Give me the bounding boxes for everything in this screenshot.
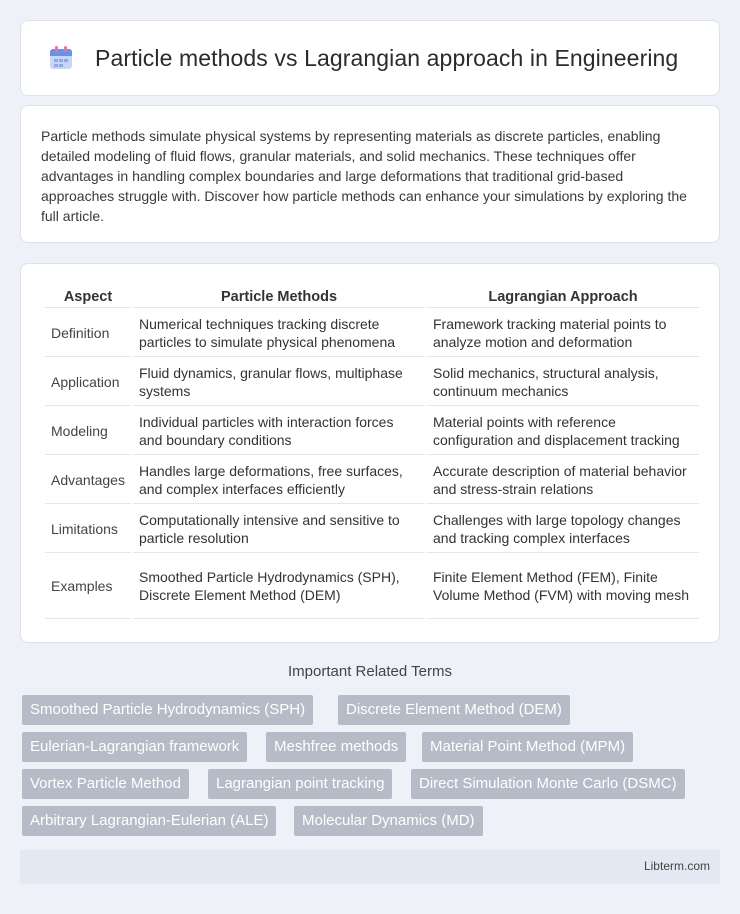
table-row xyxy=(45,308,699,357)
related-terms-title: Important Related Terms xyxy=(288,663,452,680)
aspect-cell: Examples xyxy=(45,553,131,619)
related-term-tag[interactable]: Molecular Dynamics (MD) xyxy=(294,806,483,836)
table-header-row xyxy=(45,284,699,308)
comparison-table xyxy=(43,284,701,619)
lagrangian-approach-cell: Accurate description of material behavior and stress-strain relations xyxy=(427,455,699,504)
related-term-tag[interactable]: Smoothed Particle Hydrodynamics (SPH) xyxy=(22,695,313,725)
header-card xyxy=(20,20,720,96)
intro-card xyxy=(20,105,720,243)
related-term-tag[interactable]: Arbitrary Lagrangian-Eulerian (ALE) xyxy=(22,806,276,836)
related-term-tag[interactable]: Discrete Element Method (DEM) xyxy=(338,695,570,725)
particle-methods-cell: Individual particles with interaction forces and boundary conditions xyxy=(133,406,425,455)
particle-methods-cell: Numerical techniques tracking discrete particles to simulate physical phenomena xyxy=(133,308,425,357)
footer-site-link[interactable]: Libterm.com xyxy=(643,859,710,873)
particle-methods-cell: Computationally intensive and sensitive to particle resolution xyxy=(133,504,425,553)
related-term-tag[interactable]: Eulerian-Lagrangian framework xyxy=(22,732,247,762)
particle-methods-cell: Fluid dynamics, granular flows, multiphase systems xyxy=(133,357,425,406)
aspect-cell: Definition xyxy=(45,308,131,357)
column-header-particle-methods: Particle Methods xyxy=(133,284,425,308)
related-term-tag[interactable]: Direct Simulation Monte Carlo (DSMC) xyxy=(411,769,685,799)
table-row xyxy=(45,357,699,406)
aspect-cell: Advantages xyxy=(45,455,131,504)
footer xyxy=(20,850,720,884)
related-term-tag[interactable]: Meshfree methods xyxy=(266,732,406,762)
table-row xyxy=(45,504,699,553)
lagrangian-approach-cell: Challenges with large topology changes and tracking complex interfaces xyxy=(427,504,699,553)
column-header-lagrangian-approach: Lagrangian Approach xyxy=(427,284,699,308)
lagrangian-approach-cell: Framework tracking material points to analyze motion and deformation xyxy=(427,308,699,357)
lagrangian-approach-cell: Solid mechanics, structural analysis, continuum mechanics xyxy=(427,357,699,406)
intro-text: Particle methods simulate physical systems by representing materials as discrete particles, enabling detailed modeling of fluid flows, granular materials, and solid mechanics. These techniques offer advantages in handling complex boundaries and large deformations that traditional grid-based approaches struggle with. Discover how particle methods can enhance your simulations by exploring the full article. xyxy=(41,128,687,224)
particle-methods-cell: Smoothed Particle Hydrodynamics (SPH), Discrete Element Method (DEM) xyxy=(133,553,425,619)
page-title: Particle methods vs Lagrangian approach in Engineering xyxy=(95,44,679,71)
related-term-tag[interactable]: Vortex Particle Method xyxy=(22,769,189,799)
related-term-tag[interactable]: Material Point Method (MPM) xyxy=(422,732,633,762)
related-term-tag[interactable]: Lagrangian point tracking xyxy=(208,769,392,799)
particle-methods-cell: Handles large deformations, free surfaces, and complex interfaces efficiently xyxy=(133,455,425,504)
aspect-cell: Limitations xyxy=(45,504,131,553)
lagrangian-approach-cell: Material points with reference configuration and displacement tracking xyxy=(427,406,699,455)
table-row xyxy=(45,553,699,619)
table-row xyxy=(45,455,699,504)
column-header-aspect: Aspect xyxy=(45,284,131,308)
table-row xyxy=(45,406,699,455)
comparison-card xyxy=(20,263,720,643)
aspect-cell: Application xyxy=(45,357,131,406)
aspect-cell: Modeling xyxy=(45,406,131,455)
calendar-icon xyxy=(47,44,75,72)
lagrangian-approach-cell: Finite Element Method (FEM), Finite Volume Method (FVM) with moving mesh xyxy=(427,553,699,619)
